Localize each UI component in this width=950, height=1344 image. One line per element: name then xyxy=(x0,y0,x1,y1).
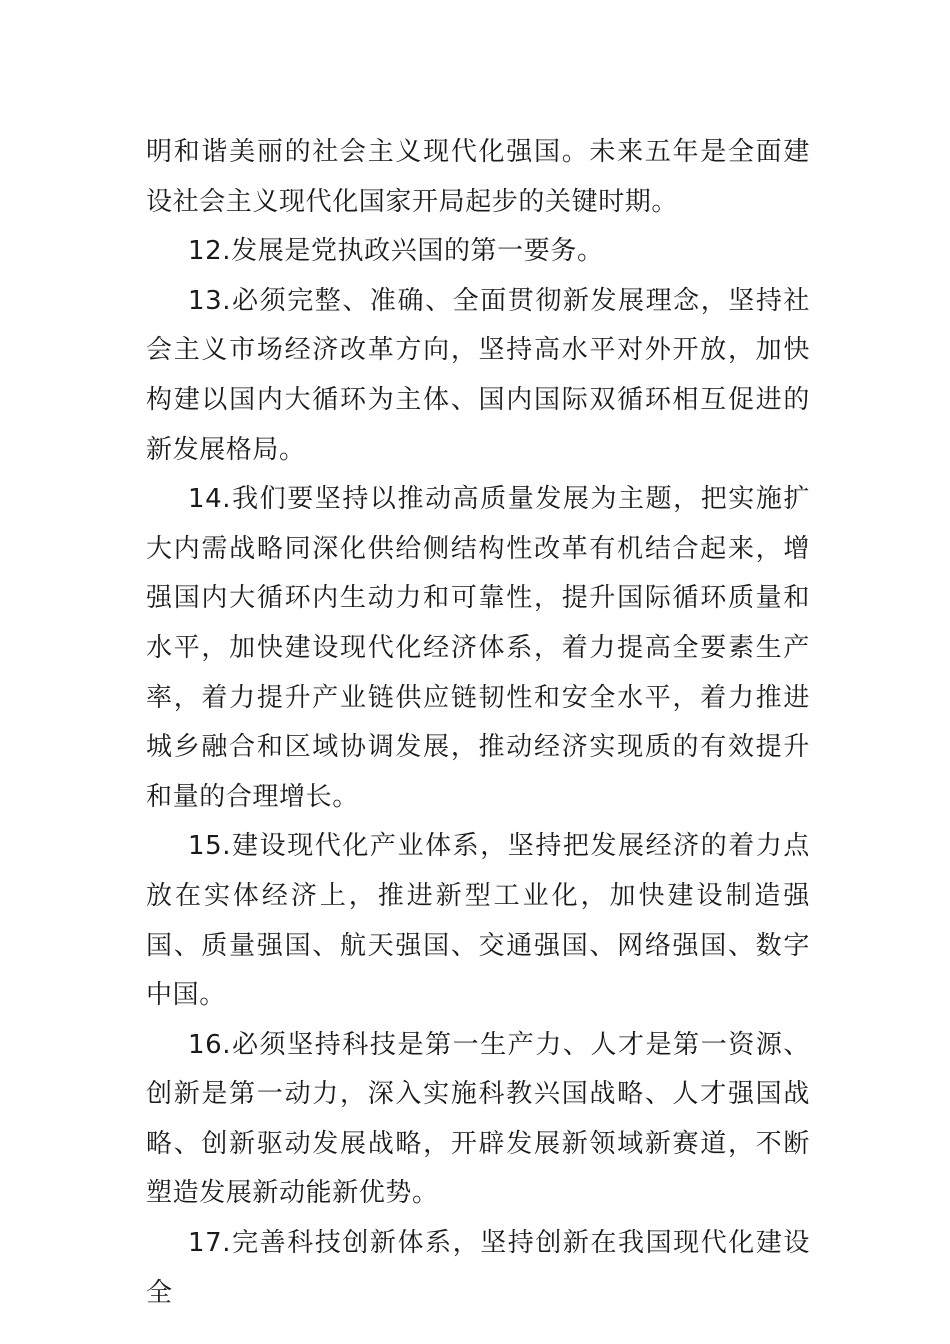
document-body xyxy=(146,128,810,1318)
paragraph-item-12: 12.发展是党执政兴国的第一要务。 xyxy=(188,236,604,267)
paragraph-item-13: 13.必须完整、准确、全面贯彻新发展理念，坚持社会主义市场经济改革方向，坚持高水平对外开放，加快构建以国内大循环为主体、国内国际双循环相互促进的新发展格局。 xyxy=(146,285,810,465)
paragraph-continuation: 明和谐美丽的社会主义现代化强国。未来五年是全面建设社会主义现代化国家开局起步的关键时期。 xyxy=(146,137,810,217)
paragraph-item-14: 14.我们要坚持以推动高质量发展为主题，把实施扩大内需战略同深化供给侧结构性改革有机结合起来，增强国内大循环内生动力和可靠性，提升国际循环质量和水平，加快建设现代化经济体系，着力提高全要素生产率，着力提升产业链供应链韧性和安全水平，着力推进城乡融合和区域协调发展，推动经济实现质的有效提升和量的合理增长。 xyxy=(146,484,810,812)
paragraph-item-17: 17.完善科技创新体系，坚持创新在我国现代化建设全 xyxy=(146,1228,810,1308)
paragraph-item-15: 15.建设现代化产业体系，坚持把发展经济的着力点放在实体经济上，推进新型工业化，加快建设制造强国、质量强国、航天强国、交通强国、网络强国、数字中国。 xyxy=(146,831,810,1011)
paragraph-item-16: 16.必须坚持科技是第一生产力、人才是第一资源、创新是第一动力，深入实施科教兴国战略、人才强国战略、创新驱动发展战略，开辟发展新领域新赛道，不断塑造发展新动能新优势。 xyxy=(146,1029,810,1209)
